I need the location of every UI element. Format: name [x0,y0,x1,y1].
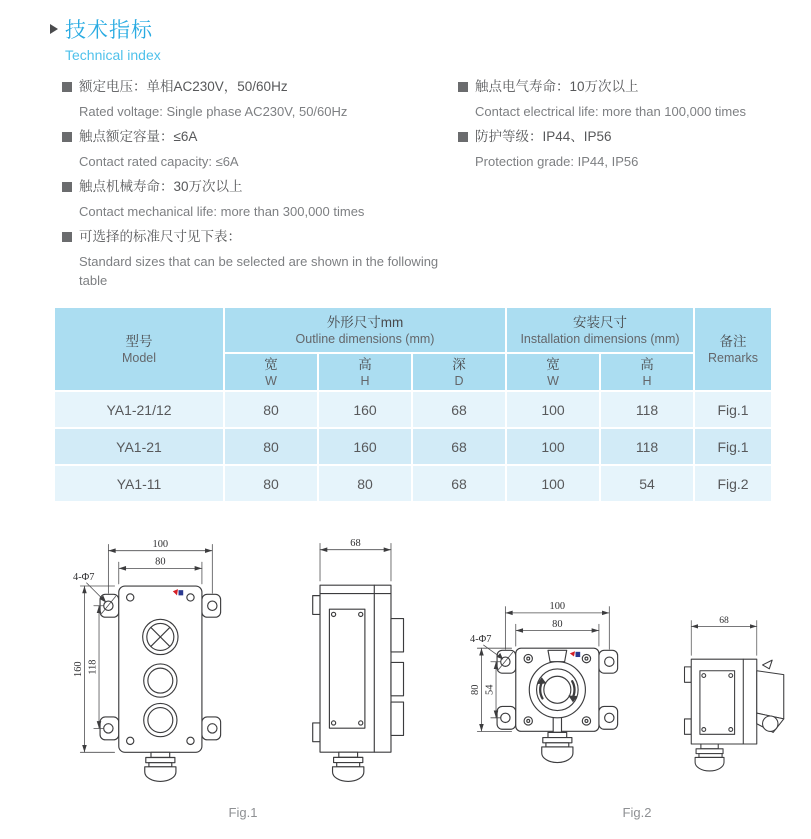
spec-zh-text: 防护等级：IP44、IP56 [475,129,612,144]
svg-text:100: 100 [549,601,566,613]
cell-iw: 100 [507,466,599,501]
enclosure-side-body [691,659,757,744]
cell-d: 68 [413,466,505,501]
th-model [55,308,223,390]
svg-text:80: 80 [552,618,563,630]
emergency-stop-button [529,662,585,718]
th-install-h [601,354,693,390]
page-subtitle: Technical index [65,47,161,63]
square-bullet-icon [458,82,468,92]
square-bullet-icon [62,182,72,192]
spec-zh-text: 可选择的标准尺寸见下表： [79,229,241,244]
cell-w: 80 [225,429,317,464]
spec-en-text: Contact electrical life: more than 100,000 times [475,104,746,119]
cell-model: YA1-21 [55,429,223,464]
button-top-tab [548,650,567,661]
svg-text:80: 80 [155,556,166,568]
spec-item [62,227,458,290]
fig2-side-view-drawing [670,611,805,796]
cell-remark: Fig.1 [695,429,771,464]
th-install-en: Installation dimensions (mm) [520,331,680,346]
cable-gland [695,744,724,771]
th-outline [225,308,505,352]
th-h-en: H [360,373,370,388]
th-install [507,308,693,352]
dimension-68 [320,538,391,581]
spec-en-text: Protection grade: IP44, IP56 [475,154,639,169]
cell-iw: 100 [507,429,599,464]
spec-en-text: Contact rated capacity: ≤6A [79,154,239,169]
fig1-caption: Fig.1 [228,805,258,820]
table-row [55,466,771,501]
th-h2-en: H [642,373,652,388]
svg-text:80: 80 [469,684,481,695]
cell-d: 68 [413,392,505,427]
mushroom-button-side [757,660,784,732]
spec-zh-text: 触点额定容量：≤6A [79,129,198,144]
dimension-68 [691,615,757,655]
side-tabs [685,667,692,734]
cell-ih: 54 [601,466,693,501]
cable-gland [542,732,573,762]
th-d-zh: 深 [452,356,466,372]
square-bullet-icon [62,232,72,242]
table-row [55,392,771,427]
th-outline-w [225,354,317,390]
square-bullet-icon [62,82,72,92]
svg-text:100: 100 [152,539,169,551]
cell-model: YA1-11 [55,466,223,501]
spec-en-text: Contact mechanical life: more than 300,000 times [79,204,365,219]
cell-model: YA1-21/12 [55,392,223,427]
side-tabs [313,596,320,742]
spec-item [62,127,458,171]
spec-zh-text: 额定电压：单相AC230V，50/60Hz [79,79,288,94]
th-outline-h [319,354,411,390]
svg-text:68: 68 [350,538,361,550]
cell-w: 80 [225,466,317,501]
spec-column-right [458,77,746,296]
svg-text:160: 160 [72,661,84,677]
th-w-zh: 宽 [264,356,278,372]
cell-remark: Fig.2 [695,466,771,501]
fig1-side-view-drawing [297,533,414,796]
th-outline-en: Outline dimensions (mm) [295,331,435,346]
th-outline-zh: 外形尺寸mm [326,314,404,330]
svg-text:118: 118 [87,659,99,675]
cell-ih: 118 [601,392,693,427]
button-bumps [391,619,404,736]
th-model-en: Model [121,350,157,365]
th-d-en: D [454,373,464,388]
spec-column-left [62,77,458,296]
cable-gland [145,752,176,781]
square-bullet-icon [62,132,72,142]
section-header [50,14,811,63]
th-outline-d [413,354,505,390]
spec-en-text: Rated voltage: Single phase AC230V, 50/60Hz [79,104,348,119]
svg-text:68: 68 [719,615,729,627]
th-install-zh: 安装尺寸 [573,314,627,330]
cell-d: 68 [413,429,505,464]
spec-item [458,127,746,171]
th-h2-zh: 高 [640,356,654,372]
spec-zh-text: 触点电气寿命：10万次以上 [475,79,639,94]
th-install-w [507,354,599,390]
th-remarks-zh: 备注 [719,333,747,349]
dimension-118 [87,606,103,729]
spec-list [62,77,811,296]
cell-ih: 118 [601,429,693,464]
th-h-zh: 高 [358,356,372,372]
th-w2-zh: 宽 [546,356,560,372]
fig2-group [469,596,805,820]
page-title: 技术指标 [65,19,153,42]
th-w-en: W [265,373,277,388]
svg-text:4-Φ7: 4-Φ7 [73,571,95,583]
triangle-bullet-icon [50,24,58,34]
dimension-80 [119,557,202,584]
spec-item [458,77,746,121]
table-row [55,429,771,464]
spec-item [62,77,458,121]
spec-item [62,177,458,221]
th-remarks [695,308,771,390]
spec-en-text: Standard sizes that can be selected are shown in the following table [79,254,439,288]
th-model-zh: 型号 [125,333,153,349]
cell-h: 80 [319,466,411,501]
figures-row [72,533,811,820]
th-remarks-en: Remarks [707,350,758,365]
fig2-caption: Fig.2 [622,805,652,820]
spec-zh-text: 触点机械寿命：30万次以上 [79,179,243,194]
enclosure-body [119,586,202,752]
fig1-front-view-drawing [72,534,257,796]
square-bullet-icon [458,132,468,142]
cell-w: 80 [225,392,317,427]
svg-text:4-Φ7: 4-Φ7 [470,633,492,645]
th-w2-en: W [547,373,559,388]
cell-h: 160 [319,429,411,464]
cable-gland [333,752,364,781]
fig1-group [72,533,414,820]
cell-iw: 100 [507,392,599,427]
size-table [53,306,773,503]
cell-remark: Fig.1 [695,392,771,427]
dimension-80 [516,619,599,646]
svg-text:54: 54 [484,684,496,695]
cell-h: 160 [319,392,411,427]
fig2-front-view-drawing [469,596,654,796]
enclosure-side-body [320,585,391,752]
